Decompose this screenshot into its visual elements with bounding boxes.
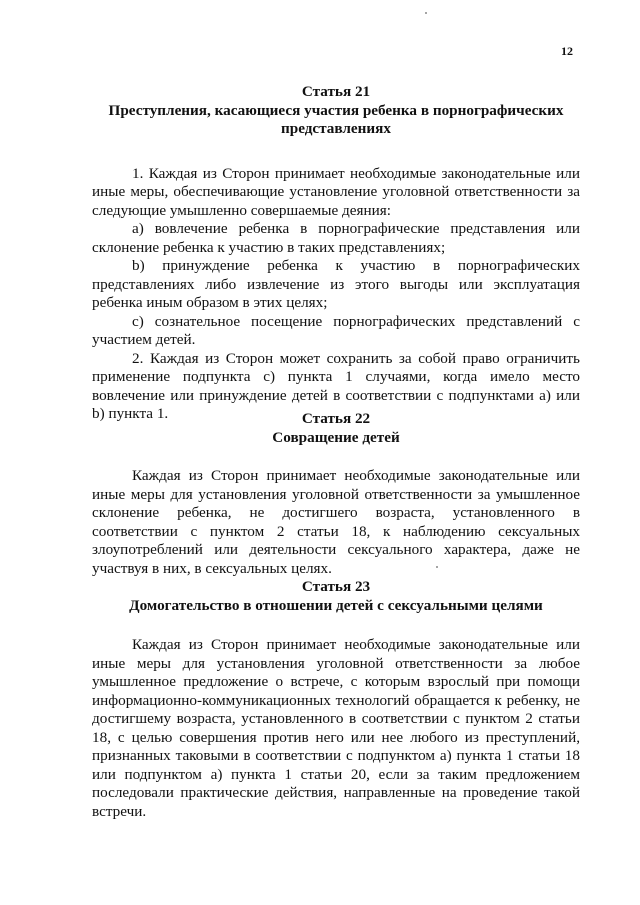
paragraph: b) принуждение ребенка к участию в порнографических представлениях либо извлечение из этого выгоды или эксплуатация ребенка иным образом в этих целях; bbox=[92, 257, 580, 311]
article-title: Статья 21 bbox=[301, 83, 371, 100]
article-21 bbox=[92, 83, 580, 424]
scan-speck bbox=[425, 12, 427, 14]
article-heading-line: Преступления, касающиеся участия ребенка в порнографических bbox=[108, 101, 564, 119]
article-title: Статья 23 bbox=[301, 578, 371, 595]
article-heading-line: Совращение детей bbox=[272, 428, 400, 446]
article-23 bbox=[92, 578, 580, 821]
paragraph: 1. Каждая из Сторон принимает необходимые законодательные или иные меры, обеспечивающие установление уголовной ответственности за следующие умышленно совершаемые деяния: bbox=[92, 164, 580, 219]
paragraph: Каждая из Сторон принимает необходимые законодательные или иные меры для установления уголовной ответственности за любое умышленное предложение о встрече, с которым взрослый при помощи информационно-коммуникационных технологий обращается к ребенку, не достигшему возраста, установленного в соответствии с пунктом 2 статьи 18, с целью совершения против него или нее любого из преступлений, признанных таковыми в соответствии с подпунктом а) пункта 1 статьи 18 или подпунктом а) пункта 1 статьи 20, если за таким предложением последовали практические действия, направленные на проведение такой встречи. bbox=[92, 636, 580, 820]
spacer bbox=[92, 139, 580, 165]
page-number: 12 bbox=[561, 44, 573, 58]
paragraph: а) вовлечение ребенка в порнографические представления или склонение ребенка к участию в таких представлениях; bbox=[92, 220, 580, 256]
article-22 bbox=[92, 410, 580, 578]
paragraph: 2. Каждая из Сторон может сохранить за собой право ограничить применение подпункта с) пункта 1 случаями, когда имело место вовлечение или принуждение детей в соответствии с подпунктами а) или b) пункта 1. bbox=[92, 349, 580, 422]
scan-speck bbox=[436, 566, 438, 568]
spacer bbox=[92, 447, 580, 467]
paragraph: Каждая из Сторон принимает необходимые законодательные или иные меры для установления уголовной ответственности за умышленное склонение ребенка, не достигшего возраста, установленного в соответствии с пунктом 2 статьи 18, к наблюдению сексуальных злоупотреблений или деятельности сексуального характера, даже не участвуя в них, в сексуальных целях. bbox=[92, 467, 580, 577]
paragraph: c) сознательное посещение порнографических представлений с участием детей. bbox=[92, 312, 580, 348]
article-title: Статья 22 bbox=[301, 410, 371, 427]
spacer bbox=[92, 615, 580, 636]
article-heading-line: Домогательство в отношении детей с сексуальными целями bbox=[129, 596, 543, 614]
article-heading-line: представлениях bbox=[281, 120, 391, 137]
